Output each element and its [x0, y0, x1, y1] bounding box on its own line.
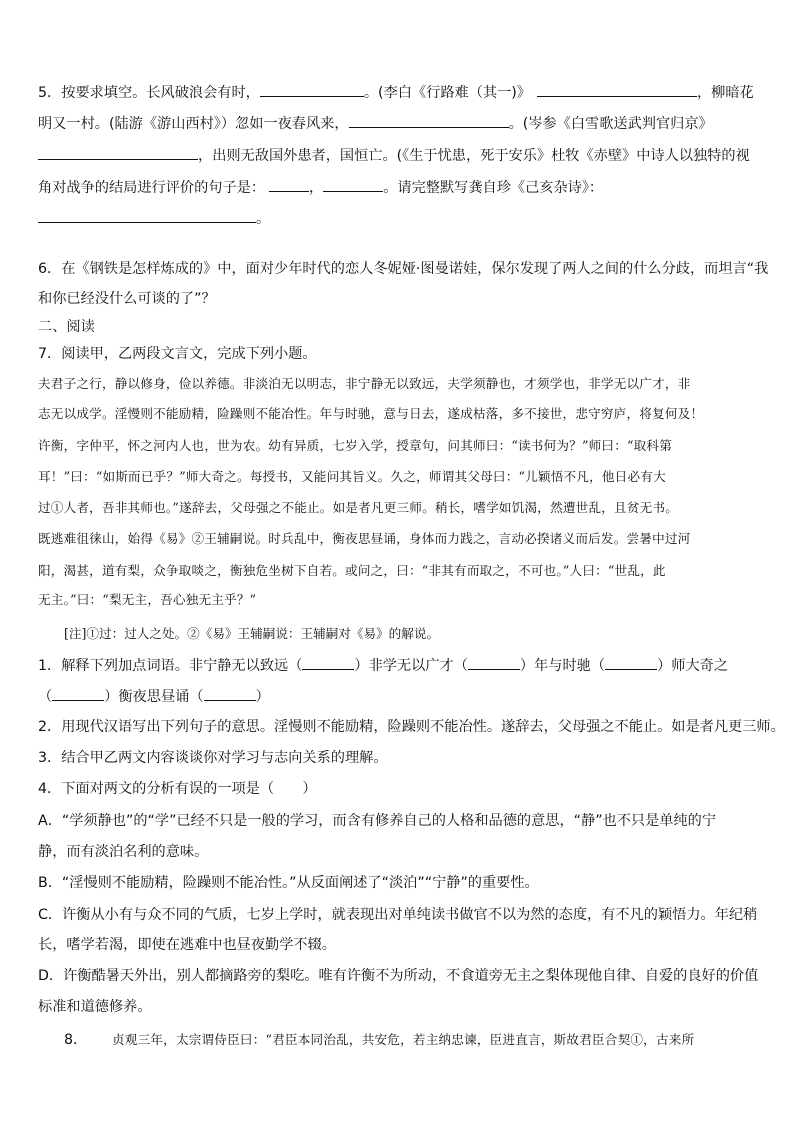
q6-line-2: 和你已经没什么可谈的了”？ [38, 291, 216, 307]
q5-line-1: 5．按要求填空。长风破浪会有时， 。(李白《行路难（其一)》 ，柳暗花 [38, 85, 754, 101]
answer-blank[interactable] [605, 656, 657, 670]
passage-line: 夫君子之行，静以修身，俭以养德。非淡泊无以明志，非宁静无以致远，夫学须静也，才须学也，非学无以广才，非 [38, 376, 691, 391]
passage-line: 志无以成学。淫慢则不能励精，险躁则不能冶性。年与时驰，意与日去，遂成枯落，多不接世，悲守穷庐，将复何及！ [38, 406, 704, 421]
answer-blank[interactable] [468, 656, 520, 670]
sub-question-2: 2．用现代汉语写出下列句子的意思。淫慢则不能励精，险躁则不能冶性。遂辞去，父母强之不能止。如是者凡更三师。 [38, 719, 785, 735]
answer-blank[interactable] [260, 83, 364, 97]
answer-blank[interactable] [204, 687, 256, 701]
passage-line: 阳，渴甚，道有梨，众争取啖之，衡独危坐树下自若。或问之，曰：“非其有而取之，不可也。”人曰：“世乱，此 [38, 563, 666, 578]
passage-line: 无主。”曰：“梨无主，吾心独无主乎？” [38, 592, 257, 607]
q8-line-1: 8． 贞观三年，太宗谓侍臣曰：“君臣本同治乱，共安危，若主纳忠谏，臣进直言，斯故君臣合契①，古来所 [64, 1032, 695, 1048]
option-c-line-2: 长，嗜学若渴，即使在逃难中也昼夜勤学不辍。 [38, 937, 336, 953]
passage-line: 许衡，字仲平，怀之河内人也，世为农。幼有异质，七岁入学，授章句，问其师曰：“读书何为？”师曰：“取科第 [38, 438, 673, 453]
sub-question-3: 3．结合甲乙两文内容谈谈你对学习与志向关系的理解。 [38, 750, 388, 766]
q7-intro: 7．阅读甲，乙两段文言文，完成下列小题。 [38, 346, 317, 362]
answer-blank[interactable] [302, 656, 354, 670]
sub-question-1-line-1: 1．解释下列加点词语。非宁静无以致远（ ）非学无以广才（ ）年与时驰（ ）师大奇之 [38, 658, 729, 674]
option-d-line-2: 标准和道德修养。 [38, 999, 152, 1015]
option-b: B．“淫慢则不能励精，险躁则不能冶性。”从反面阐述了“淡泊”“宁静”的重要性。 [38, 875, 539, 891]
q5-line-4: 角对战争的结局进行评价的句子是： ， 。请完整默写龚自珍《己亥杂诗》： [38, 180, 604, 196]
section-heading: 二、阅读 [38, 319, 95, 335]
answer-blank[interactable] [52, 687, 104, 701]
q6-line-1: 6．在《钢铁是怎样炼成的》中，面对少年时代的恋人冬妮娅·图曼诺娃，保尔发现了两人之间的什么分歧，而坦言“我 [38, 261, 769, 277]
answer-blank[interactable] [269, 178, 309, 192]
annotation-note: [注]①过：过人之处。②《易》王辅嗣说：王辅嗣对《易》的解说。 [64, 626, 440, 641]
q5-line-3: ，出则无敌国外患者，国恒亡。(《生于忧患，死于安乐》杜牧《赤壁》中诗人以独特的视 [38, 146, 750, 165]
sub-question-1-line-2: （ ）衡夜思昼诵（ ） [38, 689, 270, 705]
passage-line: 过①人者，吾非其师也。”遂辞去，父母强之不能止。如是者凡更三师。稍长，嗜学如饥渴，然遭世乱，且贫无书。 [38, 500, 679, 515]
answer-blank[interactable] [38, 146, 198, 160]
sub-question-4: 4．下面对两文的分析有误的一项是（ ） [38, 781, 317, 797]
answer-blank[interactable] [349, 114, 509, 128]
passage-line: 既逃难徂徕山，始得《易》②王辅嗣说。时兵乱中，衡夜思昼诵，身体而力践之，言动必揆诸义而后发。尝暑中过河 [38, 531, 691, 546]
q5-line-5: 。 [38, 209, 270, 228]
option-d-line-1: D．许衡酷暑天外出，别人都摘路旁的梨吃。唯有许衡不为所动，不食道旁无主之梨体现他自律、自爱的良好的价值 [38, 968, 759, 984]
option-a-line-2: 静，而有淡泊名利的意味。 [38, 844, 209, 860]
answer-blank[interactable] [38, 209, 256, 223]
answer-blank[interactable] [537, 83, 697, 97]
answer-blank[interactable] [323, 178, 383, 192]
passage-line: 耳！”曰：“如斯而已乎？”师大奇之。每授书，又能问其旨义。久之，师谓其父母曰：“儿颖悟不凡，他日必有大 [38, 469, 666, 484]
q5-line-2: 明又一村。(陆游《游山西村》）忽如一夜春风来， 。(岑参《白雪歌送武判官归京》 [38, 116, 713, 132]
option-c-line-1: C．许衡从小有与众不同的气质，七岁上学时，就表现出对单纯读书做官不以为然的态度，有不凡的颖悟力。年纪稍 [38, 907, 758, 923]
option-a-line-1: A．“学须静也”的“学”已经不只是一般的学习，而含有修养自己的人格和品德的意思，“静”也不只是单纯的宁 [38, 813, 717, 829]
